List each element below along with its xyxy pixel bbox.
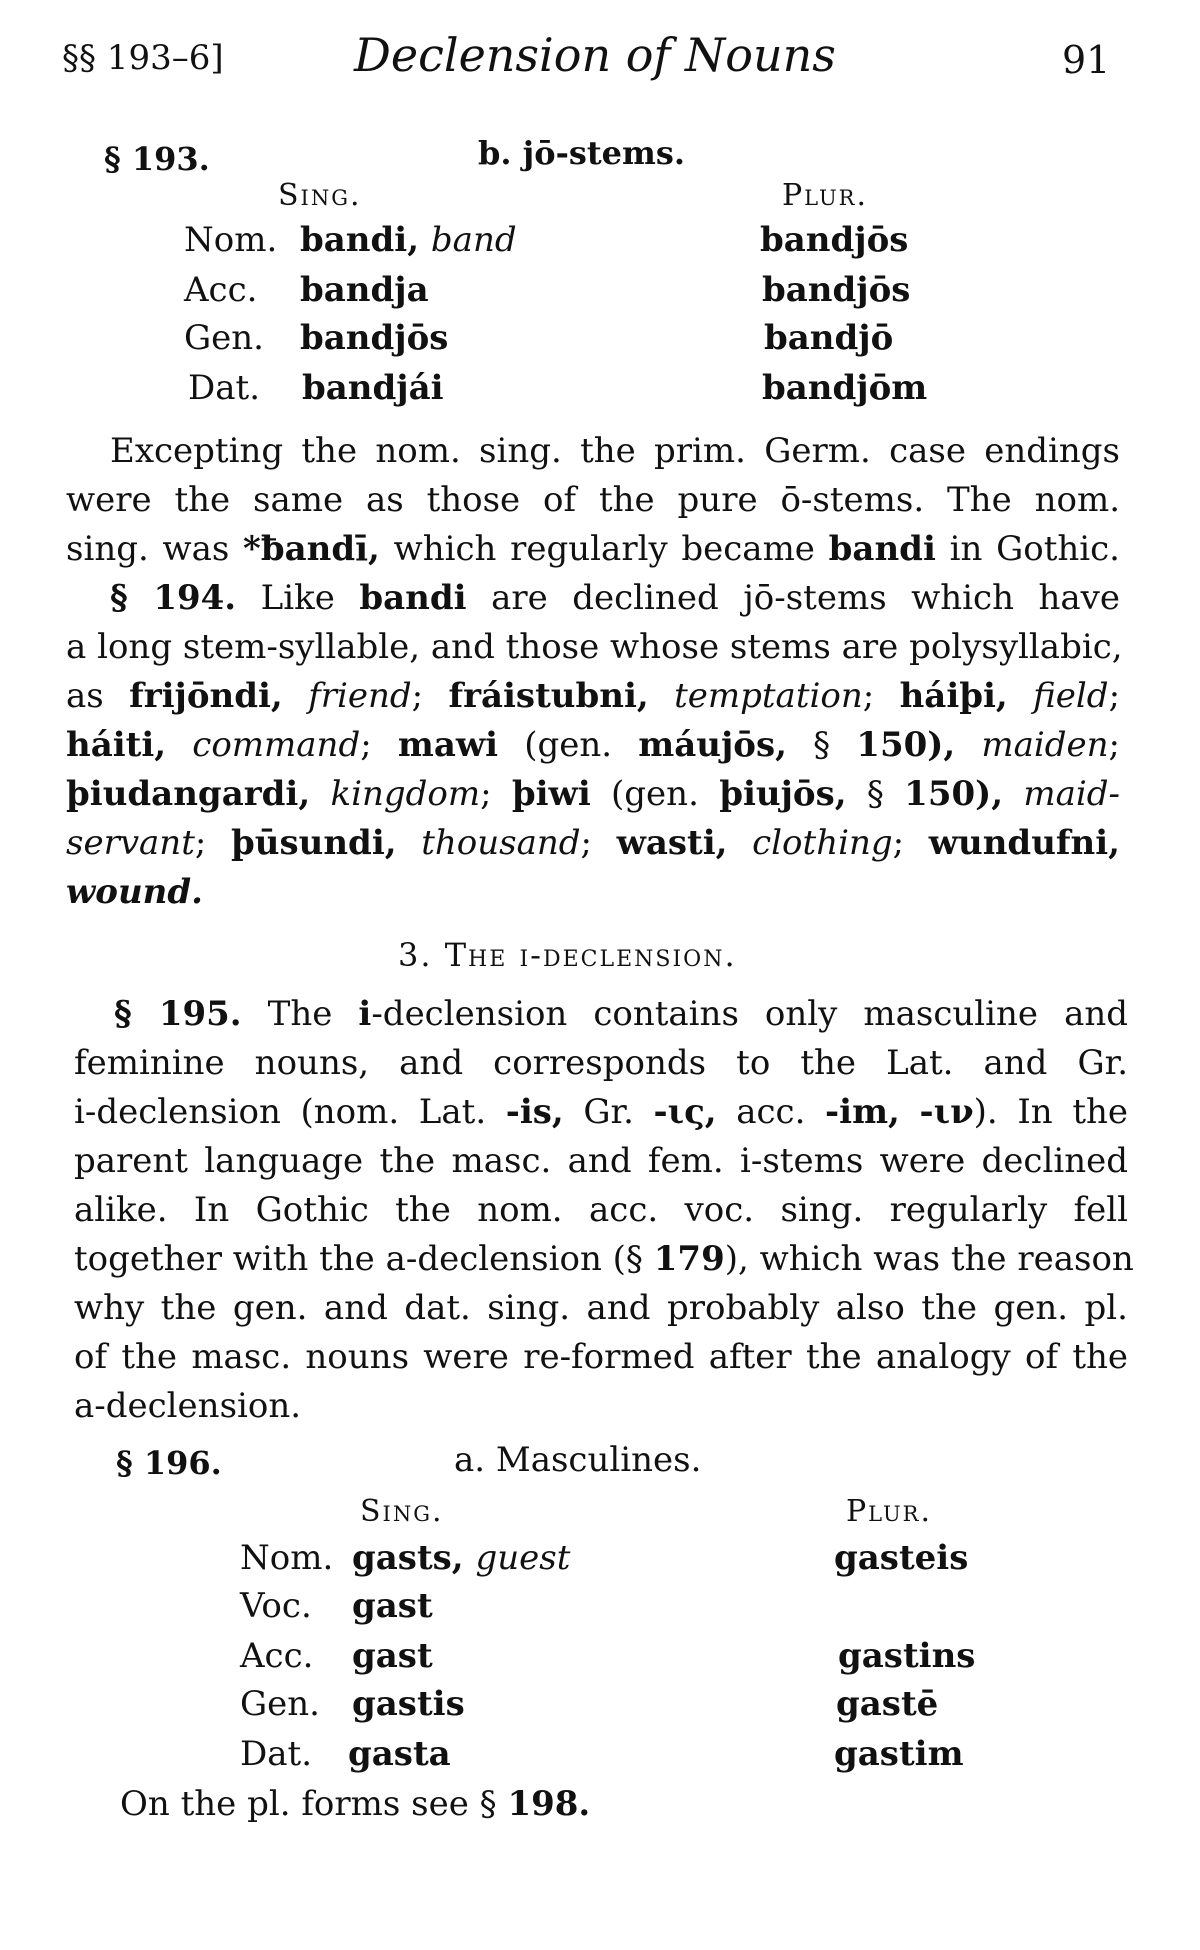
plur-label: Plur. bbox=[846, 1494, 933, 1529]
plural-forms-note: On the pl. forms see § 198. bbox=[120, 1784, 591, 1824]
section-196-heading: a. Masculines. bbox=[454, 1440, 702, 1480]
case-label: Acc. bbox=[184, 270, 258, 310]
section-193-heading: b. jō-stems. bbox=[478, 134, 686, 172]
sing-form: gast bbox=[352, 1586, 433, 1626]
plur-form: bandjō bbox=[764, 318, 894, 358]
plur-form: bandjōs bbox=[760, 220, 909, 260]
sing-form: bandjái bbox=[302, 368, 444, 408]
plur-label: Plur. bbox=[782, 178, 869, 213]
sing-label: Sing. bbox=[278, 178, 362, 213]
plur-form: gastins bbox=[838, 1636, 976, 1676]
section-193-number: § 193. bbox=[104, 140, 210, 178]
plur-form: bandjōm bbox=[762, 368, 928, 408]
sing-label: Sing. bbox=[360, 1494, 444, 1529]
case-label: Nom. bbox=[240, 1538, 334, 1578]
paragraph-195: § 195. The i-declension contains only masculine and feminine nouns, and corresponds to the Lat. and Gr. i-declension (nom. Lat. -is, Gr. -ις, acc. -im, -ιν). In the parent language the masc. and fem. i-stems were declined alike. In Gothic the nom. acc. voc. sing. regularly fell together with the a-declension (§ 179), which was the reason why the gen. and dat. sing. and probably also the gen. pl. of the masc. nouns were re-formed after the analogy of the a-declension. bbox=[74, 994, 1134, 1426]
sing-form: gastis bbox=[352, 1684, 465, 1724]
gloss: band bbox=[430, 220, 517, 260]
running-head-sections: §§ 193–6] bbox=[62, 38, 224, 78]
sing-form: gasts, guest bbox=[352, 1538, 571, 1578]
running-head-title: Declension of Nouns bbox=[354, 28, 836, 82]
plur-form: bandjōs bbox=[762, 270, 911, 310]
case-label: Nom. bbox=[184, 220, 278, 260]
plur-form: gasteis bbox=[834, 1538, 969, 1578]
paragraph-194: § 194. Like bandi are declined jō-stems which have a long stem-syllable, and those whose stems are polysyllabic, as frijōndi, friend; fráistubni, temptation; háiþi, field; háiti, command; mawi (gen. máujōs, § 150), maiden; þiudangardi, kingdom; þiwi (gen. þiujōs, § 150), maid- servant; þūsundi, thousand; wasti, clothing; wundufni, wound. bbox=[66, 578, 1123, 912]
case-label: Dat. bbox=[188, 368, 261, 408]
declension-heading: 3. The i-declension. bbox=[398, 936, 737, 974]
gloss: guest bbox=[475, 1538, 571, 1578]
sing-form: bandja bbox=[300, 270, 429, 310]
case-label: Voc. bbox=[240, 1586, 312, 1626]
case-label: Acc. bbox=[240, 1636, 314, 1676]
plur-form: gastim bbox=[834, 1734, 964, 1774]
paragraph-193-note: Excepting the nom. sing. the prim. Germ. case endings were the same as those of the pure ō-stems. The nom. sing. was *ƀandī, which regularly became bandi in Gothic. bbox=[66, 431, 1120, 569]
case-label: Dat. bbox=[240, 1734, 313, 1774]
case-label: Gen. bbox=[184, 318, 264, 358]
page-number: 91 bbox=[1062, 38, 1111, 82]
sing-form: gasta bbox=[348, 1734, 451, 1774]
sing-form: bandjōs bbox=[300, 318, 449, 358]
sing-form: bandi, band bbox=[300, 220, 517, 260]
plur-form: gastē bbox=[836, 1684, 939, 1724]
case-label: Gen. bbox=[240, 1684, 320, 1724]
section-196-number: § 196. bbox=[116, 1444, 222, 1482]
sing-form: gast bbox=[352, 1636, 433, 1676]
